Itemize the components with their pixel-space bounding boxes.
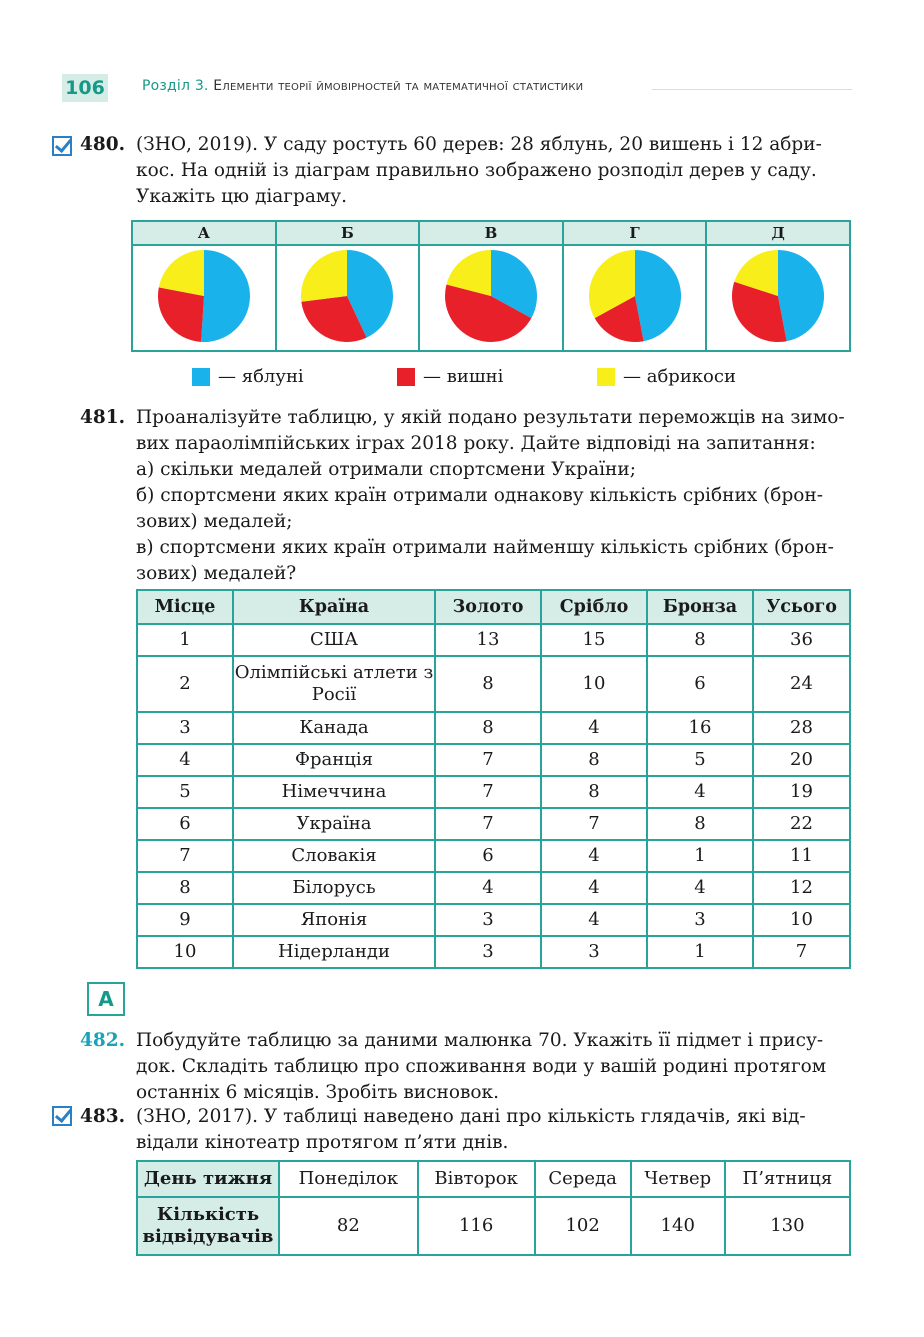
count-cell: 116 — [418, 1197, 535, 1255]
value-cell: 36 — [753, 624, 850, 656]
value-cell: 4 — [435, 872, 541, 904]
text-line: відали кінотеатр протягом п’яти днів. — [136, 1132, 509, 1153]
option-label: А — [132, 221, 276, 245]
value-cell: 8 — [541, 744, 647, 776]
country-cell: США — [233, 624, 435, 656]
checkbox-icon — [52, 1106, 72, 1126]
value-cell: 15 — [541, 624, 647, 656]
value-cell: 4 — [137, 744, 233, 776]
problem-number: 483. — [80, 1106, 126, 1127]
pie-slice-apple — [201, 250, 250, 342]
count-cell: 130 — [725, 1197, 850, 1255]
count-cell: 102 — [535, 1197, 631, 1255]
value-cell: 4 — [541, 840, 647, 872]
pie-cell — [419, 245, 563, 351]
page-header — [62, 74, 852, 104]
value-cell: 7 — [435, 744, 541, 776]
text-line: Побудуйте таблицю за даними малюнка 70. Укажіть її підмет і прису- — [136, 1030, 824, 1051]
pie-slice-apricot — [301, 250, 347, 302]
table-row — [137, 776, 850, 808]
text-line: вих параолімпійських іграх 2018 року. Дайте відповіді на запитання: — [136, 433, 816, 454]
value-cell: 4 — [647, 776, 753, 808]
pie-slice-apple — [635, 250, 681, 341]
value-cell: 9 — [137, 904, 233, 936]
col-header: Срібло — [541, 590, 647, 624]
pie-chart — [728, 246, 828, 346]
country-cell: Олімпійські атлети з Росії — [233, 656, 435, 712]
value-cell: 13 — [435, 624, 541, 656]
value-cell: 6 — [137, 808, 233, 840]
country-cell: Словакія — [233, 840, 435, 872]
option-label: Д — [706, 221, 850, 245]
value-cell: 28 — [753, 712, 850, 744]
value-cell: 3 — [435, 904, 541, 936]
col-header: Країна — [233, 590, 435, 624]
value-cell: 10 — [137, 936, 233, 968]
table-row — [137, 872, 850, 904]
value-cell: 7 — [435, 808, 541, 840]
value-cell: 10 — [753, 904, 850, 936]
pie-slice-cherry — [158, 287, 204, 342]
text-line: б) спортсмени яких країн отримали однакову кількість срібних (брон- — [136, 485, 824, 506]
value-cell: 8 — [541, 776, 647, 808]
problem-text — [136, 405, 852, 587]
section-level-badge: А — [87, 982, 125, 1016]
value-cell: 3 — [647, 904, 753, 936]
country-cell: Канада — [233, 712, 435, 744]
option-label: Г — [563, 221, 707, 245]
day-cell: Вівторок — [418, 1161, 535, 1197]
day-cell: Понеділок — [279, 1161, 418, 1197]
value-cell: 12 — [753, 872, 850, 904]
value-cell: 8 — [137, 872, 233, 904]
count-cell: 82 — [279, 1197, 418, 1255]
text-line: Укажіть цю діаграму. — [136, 186, 348, 207]
pie-chart — [297, 246, 397, 346]
country-cell: Франція — [233, 744, 435, 776]
text-line: зових) медалей? — [136, 563, 297, 584]
pie-cell — [706, 245, 850, 351]
day-cell: П’ятниця — [725, 1161, 850, 1197]
value-cell: 1 — [647, 840, 753, 872]
page-number: 106 — [62, 74, 108, 102]
value-cell: 4 — [541, 872, 647, 904]
text-line: (ЗНО, 2019). У саду ростуть 60 дерев: 28 яблунь, 20 вишень і 12 абри- — [136, 134, 822, 155]
checkbox-icon — [52, 136, 72, 156]
country-cell: Нідерланди — [233, 936, 435, 968]
day-cell: Четвер — [631, 1161, 725, 1197]
text-line: кос. На одній із діаграм правильно зображено розподіл дерев у саду. — [136, 160, 817, 181]
legend-item-cherry — [397, 366, 503, 387]
pie-cell — [563, 245, 707, 351]
table-row — [137, 656, 850, 712]
pie-chart — [154, 246, 254, 346]
table-row — [137, 744, 850, 776]
count-cell: 140 — [631, 1197, 725, 1255]
chapter-title — [142, 78, 583, 94]
legend-item-apple — [192, 366, 304, 387]
problem-text — [136, 132, 852, 210]
value-cell: 7 — [435, 776, 541, 808]
legend-item-apricot — [597, 366, 736, 387]
legend-label: — яблуні — [218, 366, 304, 387]
col-header: Золото — [435, 590, 541, 624]
value-cell: 6 — [435, 840, 541, 872]
country-cell: Україна — [233, 808, 435, 840]
text-line: Проаналізуйте таблицю, у якій подано результати переможців на зимо- — [136, 407, 845, 428]
value-cell: 16 — [647, 712, 753, 744]
day-cell: Середа — [535, 1161, 631, 1197]
value-cell: 20 — [753, 744, 850, 776]
chapter-label: Розділ 3. — [142, 78, 209, 94]
value-cell: 7 — [137, 840, 233, 872]
value-cell: 3 — [541, 936, 647, 968]
value-cell: 10 — [541, 656, 647, 712]
chapter-name: Елементи теорії ймовірностей та математичної статистики — [213, 78, 584, 94]
problem-number: 480. — [80, 134, 126, 155]
pie-cell — [276, 245, 420, 351]
value-cell: 5 — [647, 744, 753, 776]
text-line: зових) медалей; — [136, 511, 293, 532]
country-cell: Японія — [233, 904, 435, 936]
legend-label: — вишні — [423, 366, 504, 387]
value-cell: 3 — [137, 712, 233, 744]
pie-chart — [585, 246, 685, 346]
text-line: останніх 6 місяців. Зробіть висновок. — [136, 1082, 499, 1103]
value-cell: 1 — [137, 624, 233, 656]
row-header: День тижня — [137, 1161, 279, 1197]
value-cell: 8 — [435, 656, 541, 712]
option-label: Б — [276, 221, 420, 245]
country-cell: Білорусь — [233, 872, 435, 904]
table-row — [137, 936, 850, 968]
medals-table — [136, 589, 851, 969]
table-row — [137, 904, 850, 936]
legend-label: — абрикоси — [623, 366, 736, 387]
value-cell: 11 — [753, 840, 850, 872]
col-header: Усього — [753, 590, 850, 624]
text-line: а) скільки медалей отримали спортсмени України; — [136, 459, 636, 480]
col-header: Місце — [137, 590, 233, 624]
value-cell: 24 — [753, 656, 850, 712]
problem-text — [136, 1104, 852, 1156]
value-cell: 5 — [137, 776, 233, 808]
legend-swatch — [192, 368, 210, 386]
country-cell: Німеччина — [233, 776, 435, 808]
legend-swatch — [397, 368, 415, 386]
problem-text — [136, 1028, 852, 1106]
pie-options-table — [131, 220, 851, 352]
value-cell: 3 — [435, 936, 541, 968]
value-cell: 6 — [647, 656, 753, 712]
value-cell: 8 — [647, 808, 753, 840]
pie-slice-apple — [778, 250, 824, 341]
table-row — [137, 808, 850, 840]
table-row — [137, 712, 850, 744]
value-cell: 8 — [647, 624, 753, 656]
value-cell: 2 — [137, 656, 233, 712]
table-row — [137, 624, 850, 656]
table-row — [137, 840, 850, 872]
viewers-table — [136, 1160, 851, 1256]
value-cell: 7 — [541, 808, 647, 840]
value-cell: 1 — [647, 936, 753, 968]
col-header: Бронза — [647, 590, 753, 624]
legend-swatch — [597, 368, 615, 386]
pie-cell — [132, 245, 276, 351]
value-cell: 7 — [753, 936, 850, 968]
problem-number: 481. — [80, 407, 126, 428]
text-line: (ЗНО, 2017). У таблиці наведено дані про кількість глядачів, які від- — [136, 1106, 806, 1127]
value-cell: 22 — [753, 808, 850, 840]
value-cell: 4 — [541, 904, 647, 936]
pie-chart — [441, 246, 541, 346]
value-cell: 19 — [753, 776, 850, 808]
text-line: в) спортсмени яких країн отримали найменшу кількість срібних (брон- — [136, 537, 834, 558]
problem-number: 482. — [80, 1030, 126, 1051]
value-cell: 8 — [435, 712, 541, 744]
value-cell: 4 — [541, 712, 647, 744]
text-line: док. Складіть таблицю про споживання води у вашій родині протягом — [136, 1056, 827, 1077]
header-divider — [652, 89, 852, 90]
option-label: В — [419, 221, 563, 245]
value-cell: 4 — [647, 872, 753, 904]
row-header: Кількість відвідувачів — [137, 1197, 279, 1255]
